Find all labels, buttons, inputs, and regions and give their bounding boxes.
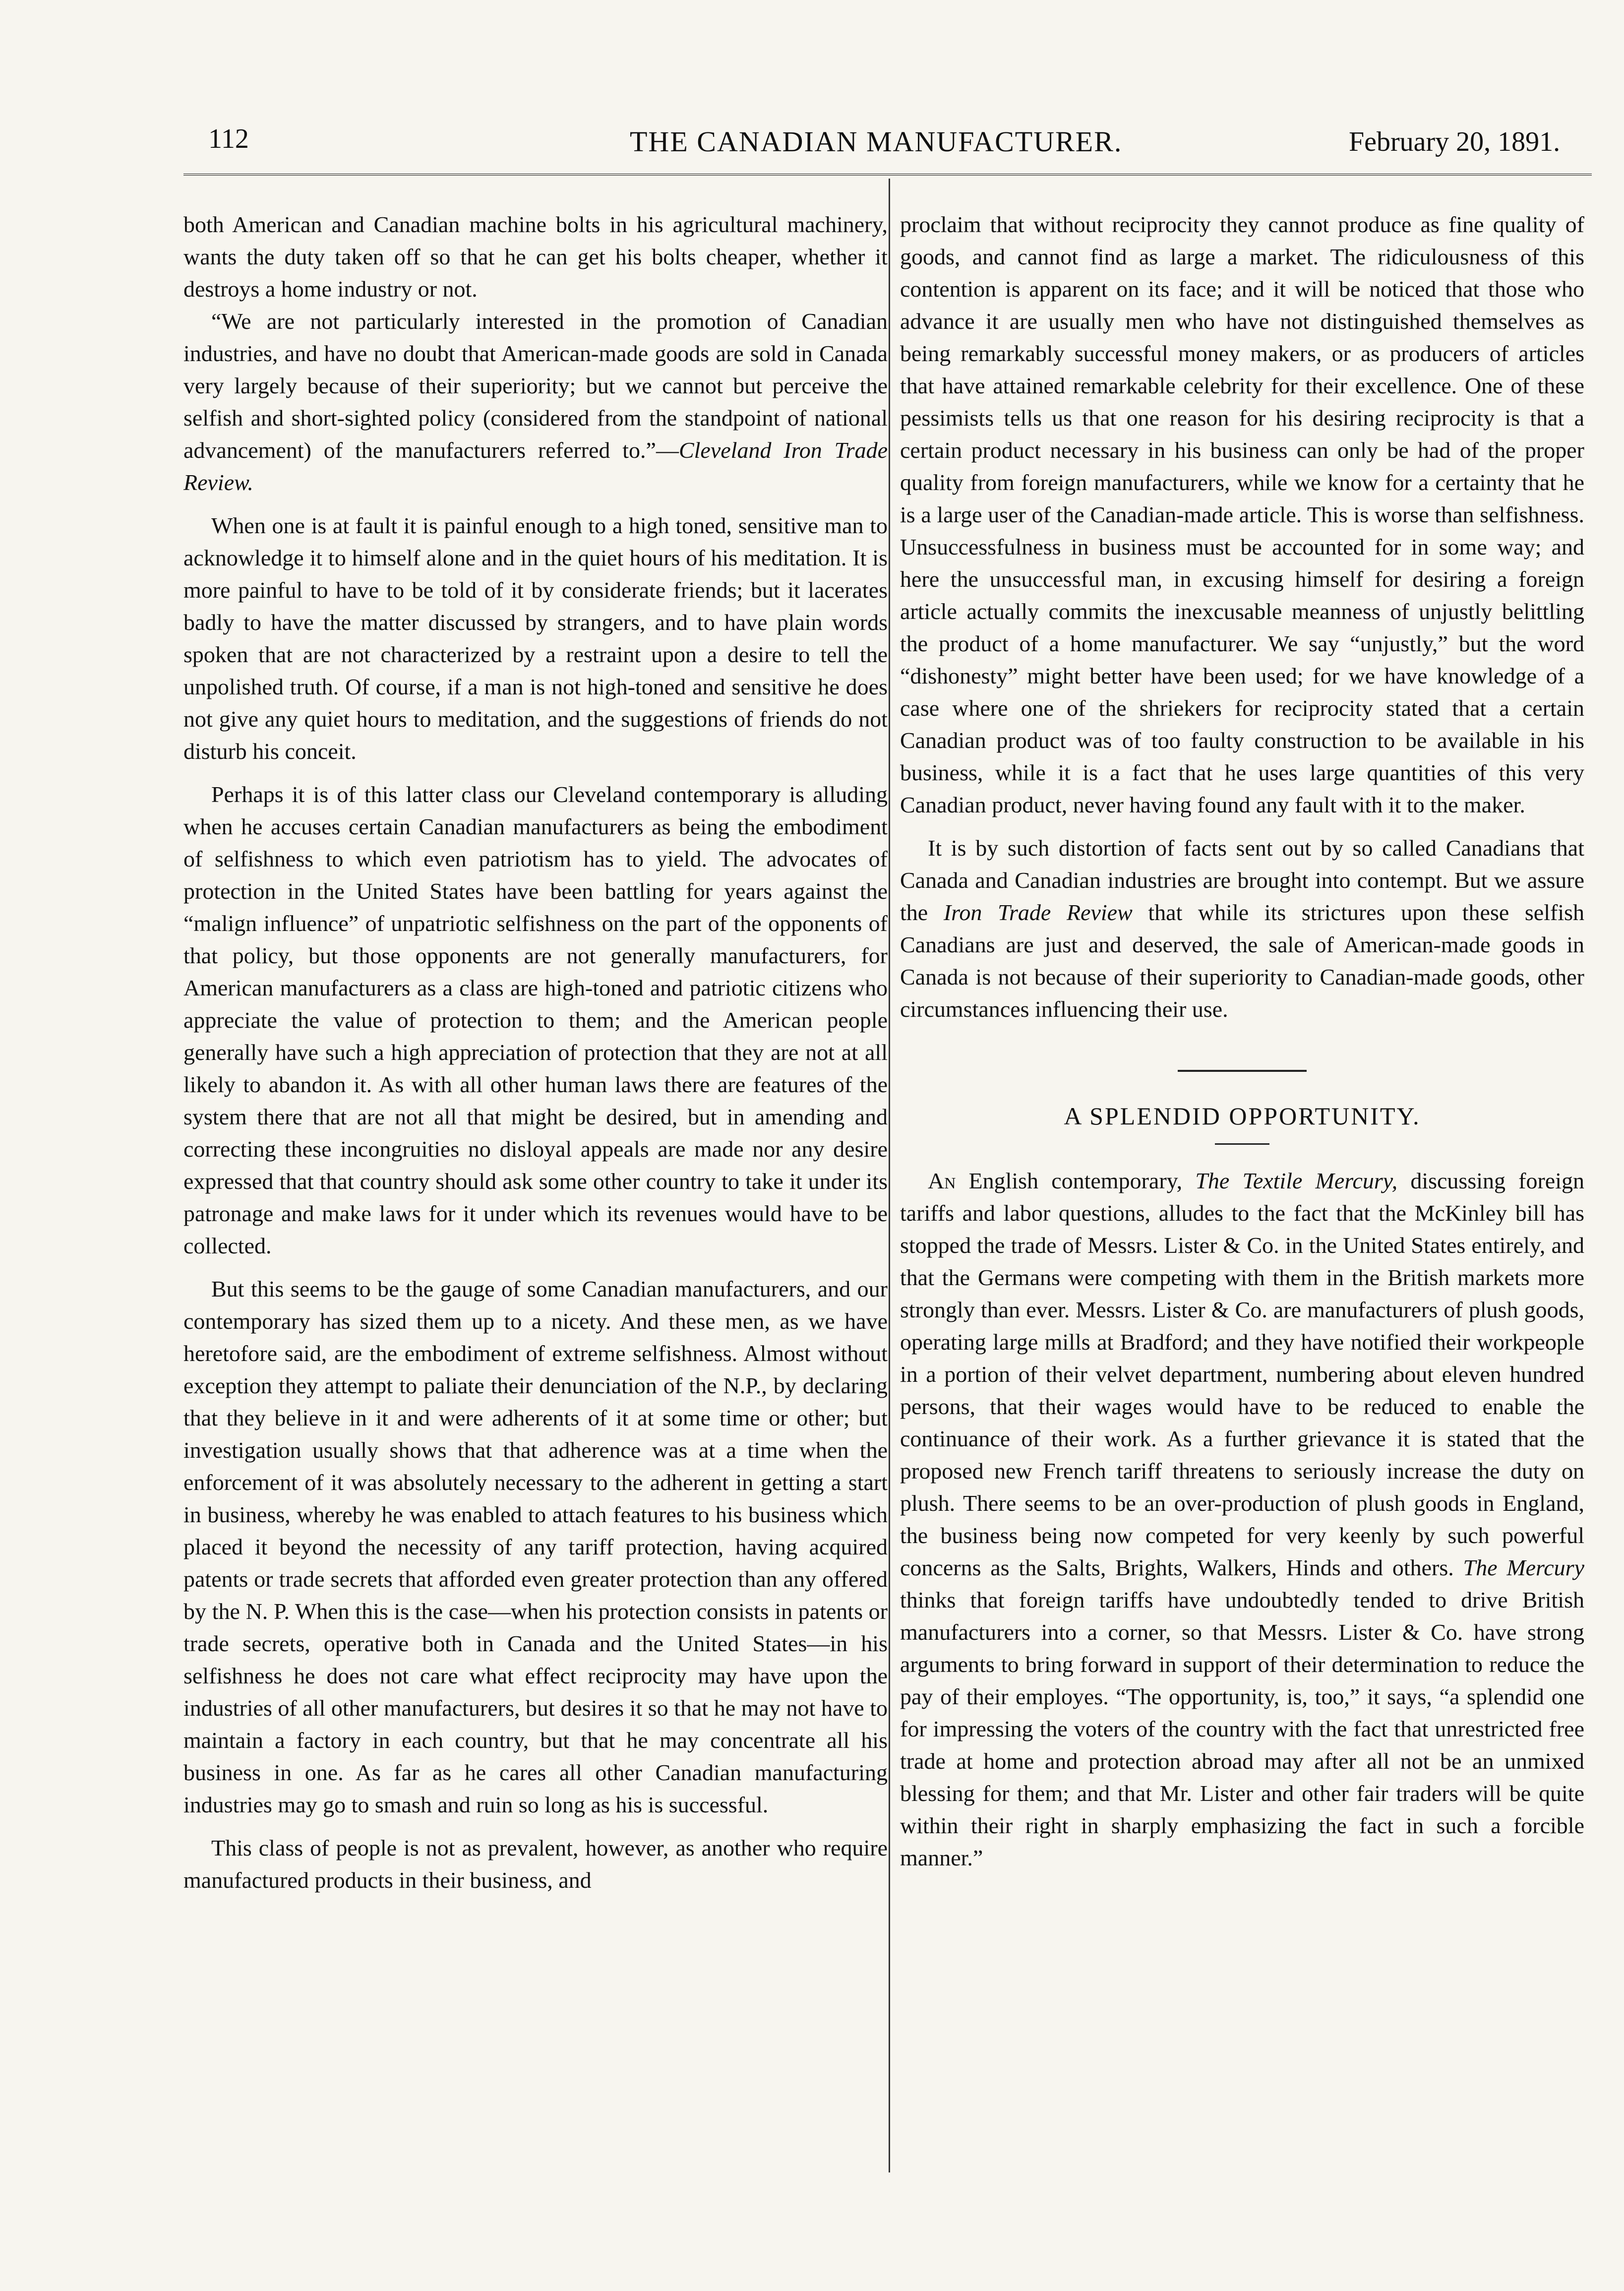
heading-rule (1215, 1143, 1269, 1145)
quoted-paragraph (183, 305, 888, 498)
quote-source: Cleveland Iron Trade Review. (183, 437, 888, 495)
header-rule (183, 174, 1592, 176)
page-number: 112 (208, 124, 249, 154)
text-run: It is by such distortion of facts sent out by so called Canadians that Canada and Canadian industries are brought into contempt. But we assure the (900, 835, 1584, 925)
text-run: thinks that foreign tariffs have undoubtedly tended to drive British manufacturers into a corner, so that Messrs. Lister & Co. have strong arguments to bring forward in support of their determination to reduce the pay of their employes. “The opportunity, is, too,” it says, “a splendid one for impressing the voters of the country with the fact that unrestricted free trade at home and protection abroad may after all not be an unmixed blessing for them; and that Mr. Lister and other fair traders will be quite within their right in sharply emphasizing the fact in such a forcible manner.” (900, 1587, 1584, 1870)
paragraph: This class of people is not as prevalent, however, as another who require manufactured products in their business, and (183, 1835, 888, 1893)
section-heading: A SPLENDID OPPORTUNITY. (1064, 1102, 1421, 1130)
page-header (208, 119, 1597, 174)
publication-name: The Mercury (1463, 1555, 1584, 1580)
paragraph (900, 1165, 1584, 1874)
publication-name: Iron Trade Review (943, 900, 1133, 925)
paragraph: But this seems to be the gauge of some Canadian manufacturers, and our contemporary has sized them up to a nicety. And these men, as we have heretofore said, are the embodiment of extreme selfishness. Almost without exception they attempt to paliate their denunciation of the N.P., by declaring that they believe in it and were adherents of it at some time or other; but investigation usually shows that that adherence was at a time when the enforcement of it was absolutely necessary to the adherent in getting a start in business, whereby he was enabled to attach features to his business which placed it beyond the necessity of any tariff protection, having acquired patents or trade secrets that afforded even greater protection than any offered by the N. P. When this is the case—when his protection consists in patents or trade secrets, operative both in Canada and the United States—in his selfishness he does not care what effect reciprocity may have upon the industries of all other manufacturers, but desires it so that he may not have to maintain a factory in each country, but that he may concentrate all his business in one. As far as he cares all other Canadian manufacturing industries may go to smash and ruin so long as his is successful. (183, 1276, 888, 1817)
right-column (900, 208, 1584, 1874)
paragraph: proclaim that without reciprocity they cannot produce as fine quality of goods, and cannot find as large a market. The ridiculousness of this contention is apparent on its face; and it will be noticed that those who advance it are usually men who have not distinguished themselves as being remarkably successful money makers, or as producers of articles that have attained remarkable celebrity for their excellence. One of these pessimists tells us that one reason for his desiring reciprocity is that a certain product necessary in his business can only be had of the proper quality from foreign manufacturers, while we know for a certainty that he is a large user of the Canadian-made article. This is worse than selfishness. Unsuccessfulness in business must be accounted for in some way; and here the unsuccessful man, in excusing himself for desiring a foreign article actually commits the inexcusable meanness of unjustly belittling the product of a home manufacturer. We say “unjustly,” but the word “dishonesty” might better have been used; for we have knowledge of a case where one of the shriekers for reciprocity stated that a certain Canadian product was of too faulty construction to be available in his business, while it is a fact that he uses large quantities of this very Canadian product, never having found any fault with it to the maker. (900, 212, 1584, 817)
section-divider (1178, 1070, 1307, 1072)
paragraph (900, 832, 1584, 1025)
quote-text: “We are not particularly interested in the promotion of Canadian industries, and have no doubt that American-made goods are sold in Canada very largely because of their superiority; but we cannot but perceive the selfish and short-sighted policy (considered from the standpoint of national advancement) of the manufacturers referred to.”— (183, 309, 888, 463)
publication-name: The Textile Mercury, (1195, 1168, 1398, 1193)
paragraph: both American and Canadian machine bolts in his agricultural machinery, wants the duty taken off so that he can get his bolts cheaper, whether it destroys a home industry or not. (183, 212, 888, 302)
text-run: that while its strictures upon these selfish Canadians are just and deserved, the sale of American-made goods in Canada is not because of their superiority to Canadian-made goods, other circumstances influencing their use. (900, 900, 1584, 1022)
left-column (183, 208, 888, 1896)
column-divider (889, 179, 890, 2172)
paragraph: When one is at fault it is painful enough to a high toned, sensitive man to acknowledge it to himself alone and in the quiet hours of his meditation. It is more painful to have to be told of it by considerate friends; but it lacerates badly to have the matter discussed by strangers, and to have plain words spoken that are not characterized by a restraint upon a desire to tell the unpolished truth. Of course, if a man is not high-toned and sensitive he does not give any quiet hours to meditation, and the suggestions of friends do not disturb his conceit. (183, 513, 888, 764)
lead-word: An (928, 1168, 956, 1193)
paragraph: Perhaps it is of this latter class our Cleveland contemporary is alluding when he accuses certain Canadian manufacturers as being the embodiment of selfishness to which even patriotism has to yield. The advocates of protection in the United States have been battling for years against the “malign influence” of unpatriotic selfishness on the part of the opponents of that policy, but those opponents are not generally manufacturers, for American manufacturers as a class are high-toned and patriotic citizens who appreciate the value of protection to them; and the American people generally have such a high appreciation of protection that they are not at all likely to abandon it. As with all other human laws there are features of the system there that are not all that might be desired, but in amending and correcting these incongruities no disloyal appeals are made nor any desire expressed that that country should ask some other country to take it under its patronage and make laws for it under which its revenues would have to be collected. (183, 782, 888, 1258)
text-run: discussing foreign tariffs and labor questions, alludes to the fact that the McKinley bill has stopped the trade of Messrs. Lister & Co. in the United States entirely, and that the Germans were competing with them in the British markets more strongly than ever. Messrs. Lister & Co. are manufacturers of plush goods, operating large mills at Bradford; and they have notified their workpeople in a portion of their velvet department, numbering about eleven hundred persons, that their wages would have to be reduced to enable the continuance of their work. As a further grievance it is stated that the proposed new French tariff threatens to seriously increase the duty on plush. There seems to be an over-production of plush goods in England, the business being now competed for very keenly by such powerful concerns as the Salts, Brights, Walkers, Hinds and others. (900, 1168, 1584, 1580)
issue-date: February 20, 1891. (1349, 126, 1561, 157)
publication-title: THE CANADIAN MANUFACTURER. (630, 125, 1123, 158)
text-run: English contemporary, (956, 1168, 1196, 1193)
